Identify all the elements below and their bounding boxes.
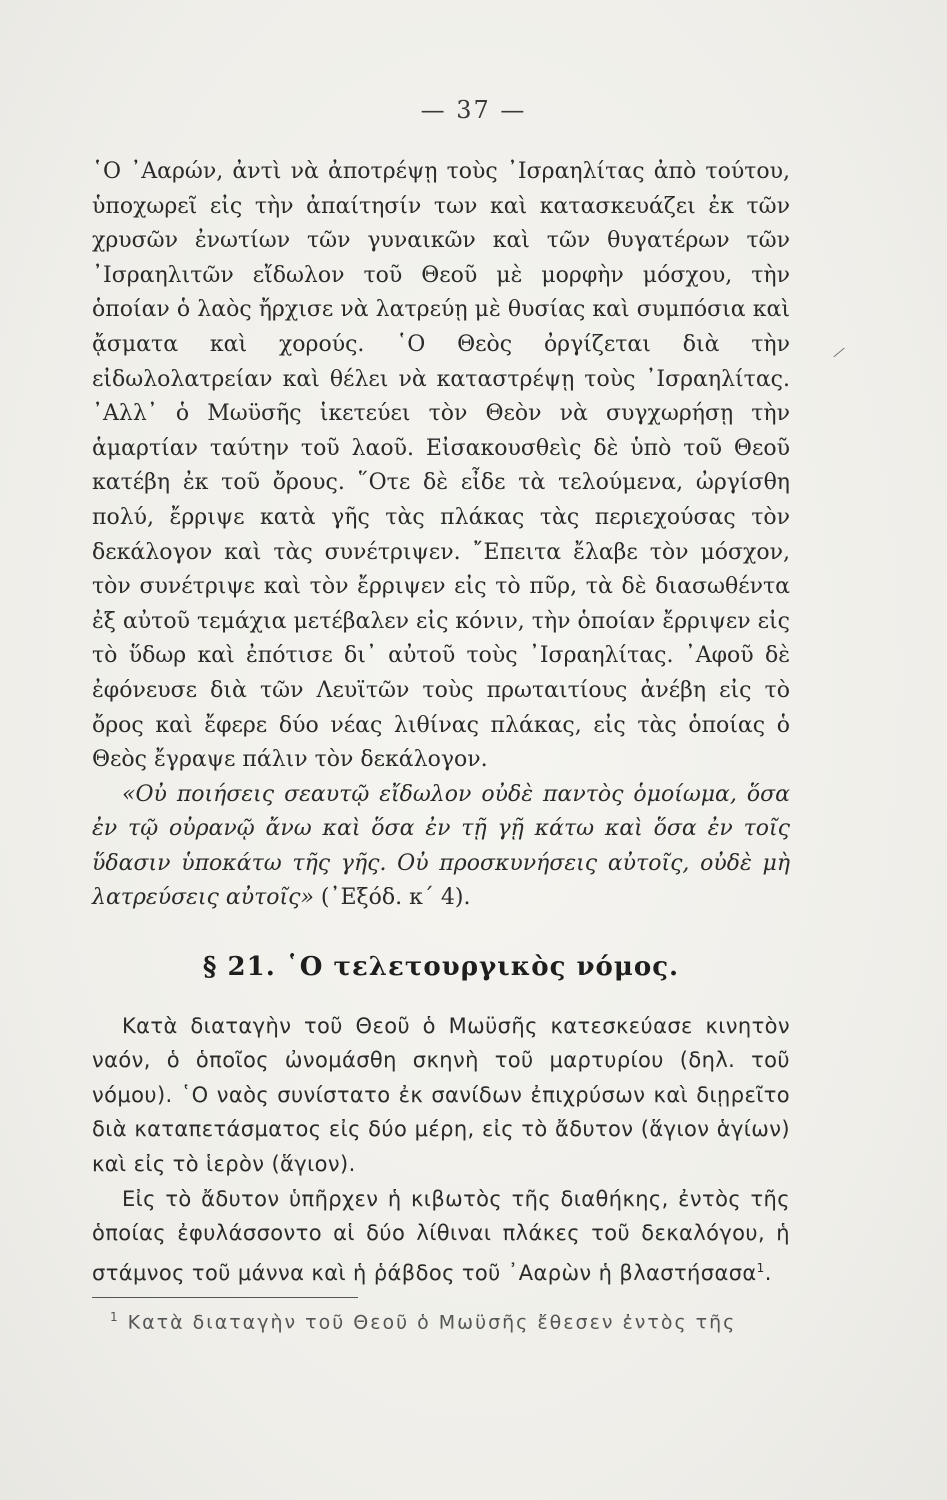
footnote-text: Κατὰ διαταγὴν τοῦ Θεοῦ ὁ Μωϋσῆς ἔθεσεν ἐντὸς τῆς: [119, 1311, 737, 1334]
paragraph-tabernacle: Κατὰ διαταγὴν τοῦ Θεοῦ ὁ Μωϋσῆς κατεσκεύασε κινητὸν ναόν, ὁ ὁποῖος ὠνομάσθη σκηνὴ τοῦ μαρτυρίου (δηλ. τοῦ νόμου). ῾Ο ναὸς συνίστατο ἐκ σανίδων ἐπιχρύσων καὶ διῃρεῖτο διὰ καταπετάσματος εἰς δύο μέρη, εἰς τὸ ἄδυτον (ἅγιον ἁγίων) καὶ εἰς τὸ ἱερὸν (ἅγιον).: [92, 1013, 790, 1177]
quote-reference: (᾿Εξόδ. κ΄ 4).: [313, 885, 471, 911]
footnote-divider: [92, 1297, 358, 1298]
paragraph-ark: [92, 1182, 790, 1291]
ark-text: Εἰς τὸ ἄδυτον ὑπῆρχεν ἡ κιβωτὸς τῆς διαθήκης, ἐντὸς τῆς ὁποίας ἐφυλάσσοντο αἱ δύο λίθιναι πλάκες τοῦ δεκαλόγου, ἡ στάμνος τοῦ μάννα καὶ ἡ ῥάβδος τοῦ ᾿Ααρὼν ἡ βλαστήσασα: [92, 1186, 790, 1285]
section-heading: § 21. ῾Ο τελετουργικὸς νόμος.: [202, 952, 680, 983]
body-text: [92, 155, 790, 1290]
footnote-mark: 1: [110, 1310, 120, 1324]
footnote: [110, 1310, 790, 1333]
paragraph-aaron-calf: ῾Ο ᾿Ααρών, ἀντὶ νὰ ἀποτρέψῃ τοὺς ᾿Ισραηλίτας ἀπὸ τούτου, ὑποχωρεῖ εἰς τὴν ἀπαίτησίν των καὶ κατασκευάζει ἐκ τῶν χρυσῶν ἐνωτίων τῶν γυναικῶν καὶ τῶν θυγατέρων τῶν ᾿Ισραηλιτῶν εἴδωλον τοῦ Θεοῦ μὲ μορφὴν μόσχου, τὴν ὁποίαν ὁ λαὸς ἤρχισε νὰ λατρεύῃ μὲ θυσίας καὶ συμπόσια καὶ ᾄσματα καὶ χορούς. ῾Ο Θεὸς ὀργίζεται διὰ τὴν εἰδωλολατρείαν καὶ θέλει νὰ καταστρέψῃ τοὺς ᾿Ισραηλίτας. ᾿Αλλ᾿ ὁ Μωϋσῆς ἱκετεύει τὸν Θεὸν νὰ συγχωρήσῃ τὴν ἁμαρτίαν ταύτην τοῦ λαοῦ. Εἰσακουσθεὶς δὲ ὑπὸ τοῦ Θεοῦ κατέβη ἐκ τοῦ ὄρους. ῞Οτε δὲ εἶδε τὰ τελούμενα, ὠργίσθη πολύ, ἔρριψε κατὰ γῆς τὰς πλάκας τὰς περιεχούσας τὸν δεκάλογον καὶ τὰς συνέτριψεν. ῎Επειτα ἔλαβε τὸν μόσχον, τὸν συνέτριψε καὶ τὸν ἔρριψεν εἰς τὸ πῦρ, τὰ δὲ διασωθέντα ἐξ αὐτοῦ τεμάχια μετέβαλεν εἰς κόνιν, τὴν ὁποίαν ἔρριψεν εἰς τὸ ὕδωρ καὶ ἐπότισε δι᾿ αὐτοῦ τοὺς ᾿Ισραηλίτας. ᾿Αφοῦ δὲ ἐφόνευσε διὰ τῶν Λευϊτῶν τοὺς πρωταιτίους ἀνέβη εἰς τὸ ὄρος καὶ ἔφερε δύο νέας λιθίνας πλάκας, εἰς τὰς ὁποίας ὁ Θεὸς ἔγραψε πάλιν τὸν δεκάλογον.: [92, 159, 790, 773]
footnote-reference: 1: [756, 1260, 765, 1275]
commandment-quote: [92, 778, 790, 916]
margin-pencil-mark: [833, 348, 844, 358]
quote-text: «Οὐ ποιήσεις σεαυτῷ εἴδωλον οὐδὲ παντὸς ὁμοίωμα, ὅσα ἐν τῷ οὐρανῷ ἄνω καὶ ὅσα ἐν τῇ γῇ κάτω καὶ ὅσα ἐν τοῖς ὕδασιν ὑποκάτω τῆς γῆς. Οὐ προσκυνήσεις αὐτοῖς, οὐδὲ μὴ λατρεύσεις αὐτοῖς»: [92, 781, 790, 911]
ark-text-end: .: [764, 1260, 772, 1285]
page-number: — 37 —: [420, 96, 527, 124]
